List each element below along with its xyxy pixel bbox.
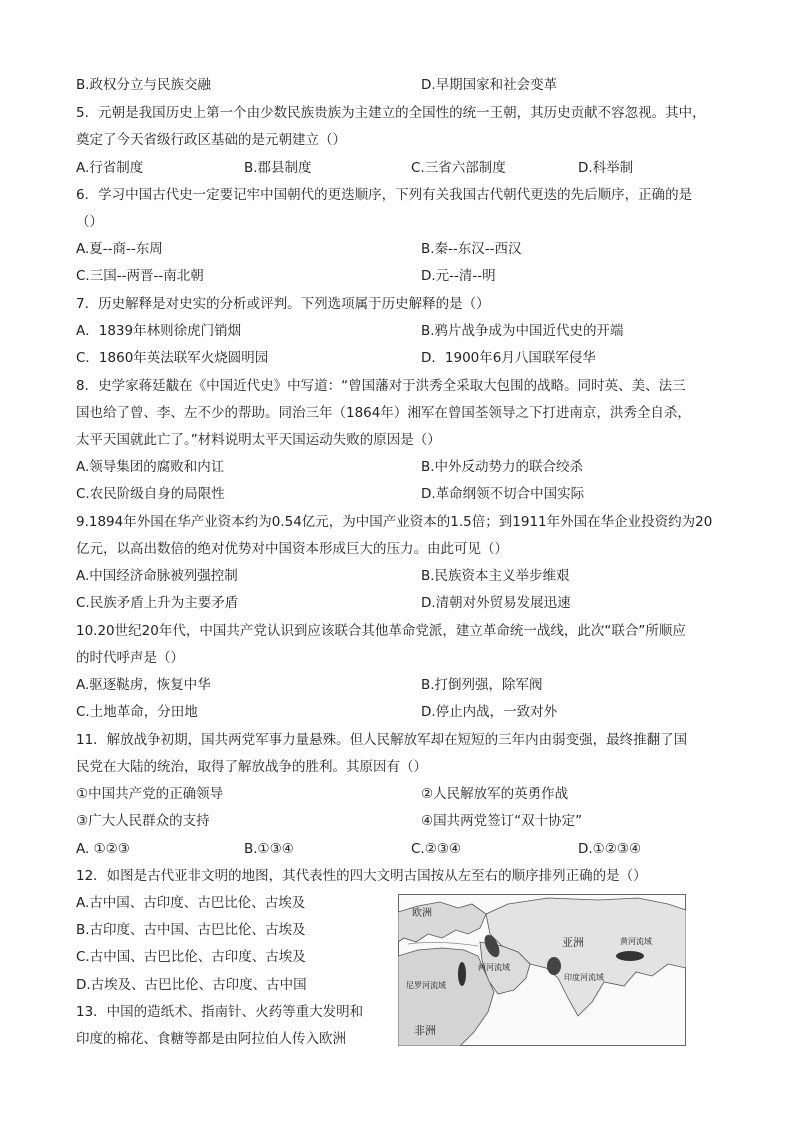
question-9-text: 9.1894年外国在华产业资本约为0.54亿元，为中国产业资本的1.5倍；到1911年外国在华企业投资约为20 (76, 514, 713, 530)
label-yellow-river: 黄河流域 (620, 937, 652, 946)
option-b: B.秦--东汉--西汉 (421, 241, 522, 257)
option-a: A.夏--商--东周 (76, 241, 163, 257)
question-11-text: 民党在大陆的统治，取得了解放战争的胜利。其原因有（） (76, 759, 427, 775)
question-5-text: 5．元朝是我国历史上第一个由少数民族贵族为主建立的全国性的统一王朝，其历史贡献不容忽视。其中， (76, 105, 706, 121)
option-d: D.元--清--明 (421, 268, 496, 284)
question-8-text: 太平天国就此亡了。”材料说明太平天国运动失败的原因是（） (76, 432, 441, 448)
option-b: B.古印度、古中国、古巴比伦、古埃及 (76, 922, 306, 938)
question-6-text: （） (76, 214, 103, 230)
option-c: C.民族矛盾上升为主要矛盾 (76, 595, 239, 611)
option-a: A.驱逐鞑虏，恢复中华 (76, 677, 211, 693)
statement-4: ④国共两党签订“双十协定” (421, 813, 583, 829)
question-8-text: 8．史学家蒋廷黻在《中国近代史》中写道：“曾国藩对于洪秀全采取大包围的战略。同时英、美、法三 (76, 378, 686, 394)
option-a: A. ①②③ (76, 841, 130, 857)
option-d: D.科举制 (578, 160, 634, 176)
option-c: C.农民阶级自身的局限性 (76, 486, 225, 502)
question-11-text: 11．解放战争初期，国共两党军事力量悬殊。但人民解放军却在短短的三年内由弱变强，最终推翻了国 (76, 732, 688, 748)
label-tigris: 两河流域 (478, 963, 510, 972)
nile-basin-mark (458, 962, 466, 986)
option-c: C.三省六部制度 (411, 160, 506, 176)
option-d: D.清朝对外贸易发展迅速 (421, 595, 571, 611)
label-nile: 尼罗河流域 (406, 981, 446, 990)
option-line: D.早期国家和社会变革 (421, 77, 558, 93)
label-indus: 印度河流域 (564, 973, 604, 982)
option-a: A.古中国、古印度、古巴比伦、古埃及 (76, 895, 306, 911)
question-8-text: 国也给了曾、李、左不少的帮助。同治三年（1864年）湘军在曾国荃领导之下打进南京，洪秀全自杀， (76, 405, 691, 421)
question-10-text: 的时代呼声是（） (76, 650, 184, 666)
indus-basin-mark (547, 957, 561, 975)
statement-3: ③广大人民群众的支持 (76, 813, 210, 829)
option-b: B.郡县制度 (244, 160, 312, 176)
option-d: D.古埃及、古巴比伦、古印度、古中国 (76, 977, 307, 993)
option-a: A.领导集团的腐败和内讧 (76, 459, 225, 475)
option-d: D．1900年6月八国联军侵华 (421, 350, 596, 366)
ancient-civilizations-map (398, 894, 686, 1046)
option-b: B.中外反动势力的联合绞杀 (421, 459, 584, 475)
question-6-text: 6．学习中国古代史一定要记牢中国朝代的更迭顺序，下列有关我国古代朝代更迭的先后顺序，正确的是 (76, 187, 693, 203)
option-a: A.行省制度 (76, 160, 144, 176)
option-d: D.①②③④ (578, 841, 642, 857)
question-13-text: 印度的棉花、食糖等都是由阿拉伯人传入欧洲 (76, 1031, 346, 1047)
yellow-river-basin-mark (616, 951, 644, 961)
option-c: C.古中国、古巴比伦、古印度、古埃及 (76, 949, 306, 965)
option-d: D.革命纲领不切合中国实际 (421, 486, 585, 502)
question-12-text: 12．如图是古代亚非文明的地图，其代表性的四大文明古国按从左至右的顺序排列正确的是（） (76, 868, 647, 884)
option-b: B.打倒列强，除军阀 (421, 677, 543, 693)
statement-2: ②人民解放军的英勇作战 (421, 786, 569, 802)
option-c: C.三国--两晋--南北朝 (76, 268, 204, 284)
label-asia: 亚洲 (562, 936, 584, 949)
question-9-text: 亿元，以高出数倍的绝对优势对中国资本形成巨大的压力。由此可见（） (76, 541, 508, 557)
option-b: B.民族资本主义举步维艰 (421, 568, 570, 584)
option-c: C.土地革命，分田地 (76, 704, 198, 720)
question-10-text: 10.20世纪20年代，中国共产党认识到应该联合其他革命党派，建立革命统一战线，此次“联合”所顺应 (76, 623, 686, 639)
question-7-text: 7．历史解释是对史实的分析或评判。下列选项属于历史解释的是（） (76, 296, 490, 312)
option-b: B.①③④ (244, 841, 294, 857)
option-b: B.鸦片战争成为中国近代史的开端 (421, 323, 624, 339)
option-a: A.中国经济命脉被列强控制 (76, 568, 238, 584)
statement-1: ①中国共产党的正确领导 (76, 786, 224, 802)
option-line: B.政权分立与民族交融 (76, 77, 212, 93)
option-a: A．1839年林则徐虎门销烟 (76, 323, 242, 339)
option-c: C．1860年英法联军火烧圆明园 (76, 350, 269, 366)
question-13-text: 13．中国的造纸术、指南针、火药等重大发明和 (76, 1004, 364, 1020)
label-europe: 欧洲 (412, 908, 432, 919)
question-5-text: 奠定了今天省级行政区基础的是元朝建立（） (76, 132, 346, 148)
option-c: C.②③④ (411, 841, 462, 857)
label-africa: 非洲 (414, 1024, 436, 1037)
option-d: D.停止内战，一致对外 (421, 704, 558, 720)
